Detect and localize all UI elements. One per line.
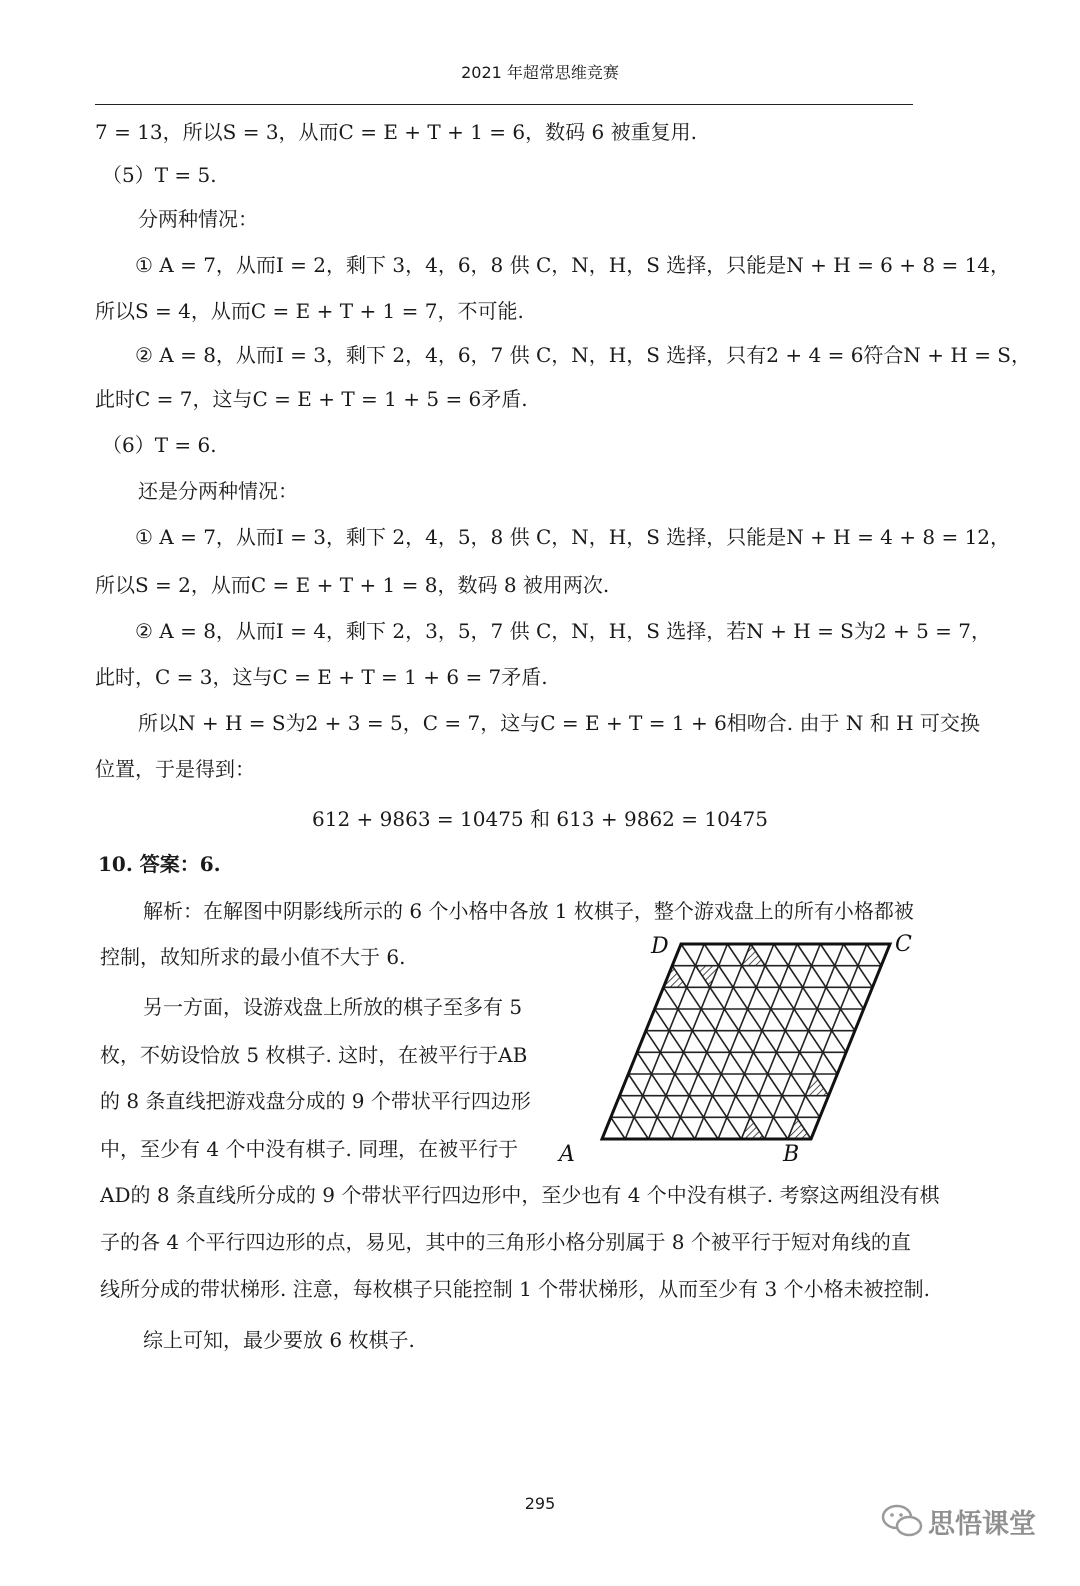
hatched-cell — [788, 1117, 811, 1139]
text-line: 此时C = 7，这与C = E + T = 1 + 5 = 6矛盾. — [95, 387, 528, 411]
grid-line — [646, 1031, 718, 1139]
case-heading-t6: （6）T = 6. — [102, 433, 217, 457]
text-line: AD的 8 条直线所分成的 9 个带状平行四边形中，至少也有 4 个中没有棋子. 考察这两组没有棋 — [100, 1183, 940, 1207]
hatched-cell — [742, 944, 765, 966]
grid-line — [820, 944, 863, 1009]
text-line: 位置，于是得到： — [95, 757, 255, 781]
grid-lines — [611, 944, 881, 1139]
case-heading-t5: （5）T = 5. — [102, 163, 217, 187]
vertex-label-c: C — [895, 932, 912, 957]
text-line: 控制，故知所求的最小值不大于 6. — [100, 945, 406, 969]
text-line: 线所分成的带状梯形. 注意，每枚棋子只能控制 1 个带状梯形，从而至少有 3 个小格未被控制. — [100, 1277, 930, 1301]
text-line: 此时，C = 3，这与C = E + T = 1 + 6 = 7矛盾. — [95, 665, 548, 689]
page-number: 295 — [524, 1494, 556, 1513]
text-line: ① A = 7，从而I = 3，剩下 2，4，5，8 供 C，N，H，S 选择，只能是N + H = 4 + 8 = 12， — [135, 525, 1011, 549]
text-line: ② A = 8，从而I = 3，剩下 2，4，6，7 供 C，N，H，S 选择，只有2 + 4 = 6符合N + H = S， — [135, 343, 1032, 367]
grid-line — [867, 944, 881, 966]
text-line: 综上可知，最少要放 6 枚棋子. — [143, 1328, 415, 1352]
watermark-text: 思悟课堂 — [928, 1508, 1036, 1540]
watermark — [880, 1500, 1050, 1542]
text-line: ① A = 7，从而I = 2，剩下 3，4，6，8 供 C，N，H，S 选择，只能是N + H = 6 + 8 = 14， — [135, 253, 1011, 277]
text-line: 枚，不妨设恰放 5 枚棋子. 这时，在被平行于AB — [100, 1043, 528, 1067]
equation: 612 + 9863 = 10475 和 613 + 9862 = 10475 — [312, 807, 768, 831]
text-line: ② A = 8，从而I = 4，剩下 2，3，5，7 供 C，N，H，S 选择，若N + H = S为2 + 5 = 7， — [135, 619, 992, 643]
text-line: 所以S = 4，从而C = E + T + 1 = 7，不可能. — [95, 299, 524, 323]
vertex-label-a: A — [559, 1142, 575, 1167]
text-line: 所以N + H = S为2 + 3 = 5，C = 7，这与C = E + T = 1 + 6相吻合. 由于 N 和 H 可交换 — [138, 711, 980, 735]
grid-line — [625, 944, 704, 1139]
page-header: 2021 年超常思维竞赛 — [461, 63, 619, 82]
text-line: 解析：在解图中阴影线所示的 6 个小格中各放 1 枚棋子，整个游戏盘上的所有小格都被 — [143, 899, 914, 923]
text-line: 还是分两种情况： — [138, 479, 298, 503]
vertex-label-b: B — [783, 1142, 800, 1167]
hatched-cell — [741, 1117, 764, 1139]
grid-line — [741, 944, 820, 1139]
parallelogram-grid-diagram — [555, 925, 925, 1175]
text-line: 所以S = 2，从而C = E + T + 1 = 8，数码 8 被用两次. — [95, 573, 610, 597]
hatched-cell — [805, 1074, 828, 1096]
text-line: 另一方面，设游戏盘上所放的棋子至多有 5 — [143, 995, 523, 1019]
chat-bubbles-icon — [880, 1502, 924, 1540]
text-line: 子的各 4 个平行四边形的点，易见，其中的三角形小格分别属于 8 个被平行于短对角线的直 — [100, 1230, 911, 1254]
hatched-cell — [695, 966, 718, 988]
grid-line — [628, 1074, 671, 1139]
text-line: 的 8 条直线把游戏盘分成的 9 个带状平行四边形 — [100, 1089, 531, 1113]
grid-line — [611, 1117, 625, 1139]
grid-line — [718, 944, 797, 1139]
grid-line — [774, 944, 846, 1052]
vertex-label-d: D — [651, 934, 669, 959]
grid-line — [788, 944, 867, 1139]
header-rule — [95, 104, 913, 105]
grid-line — [765, 944, 844, 1139]
text-line: 中，至少有 4 个中没有棋子. 同理，在被平行于 — [100, 1137, 519, 1161]
answer-heading: 10. 答案：6. — [98, 852, 221, 876]
text-line: 分两种情况： — [138, 207, 258, 231]
text-line: 7 = 13，所以S = 3，从而C = E + T + 1 = 6，数码 6 被重复用. — [95, 120, 697, 144]
